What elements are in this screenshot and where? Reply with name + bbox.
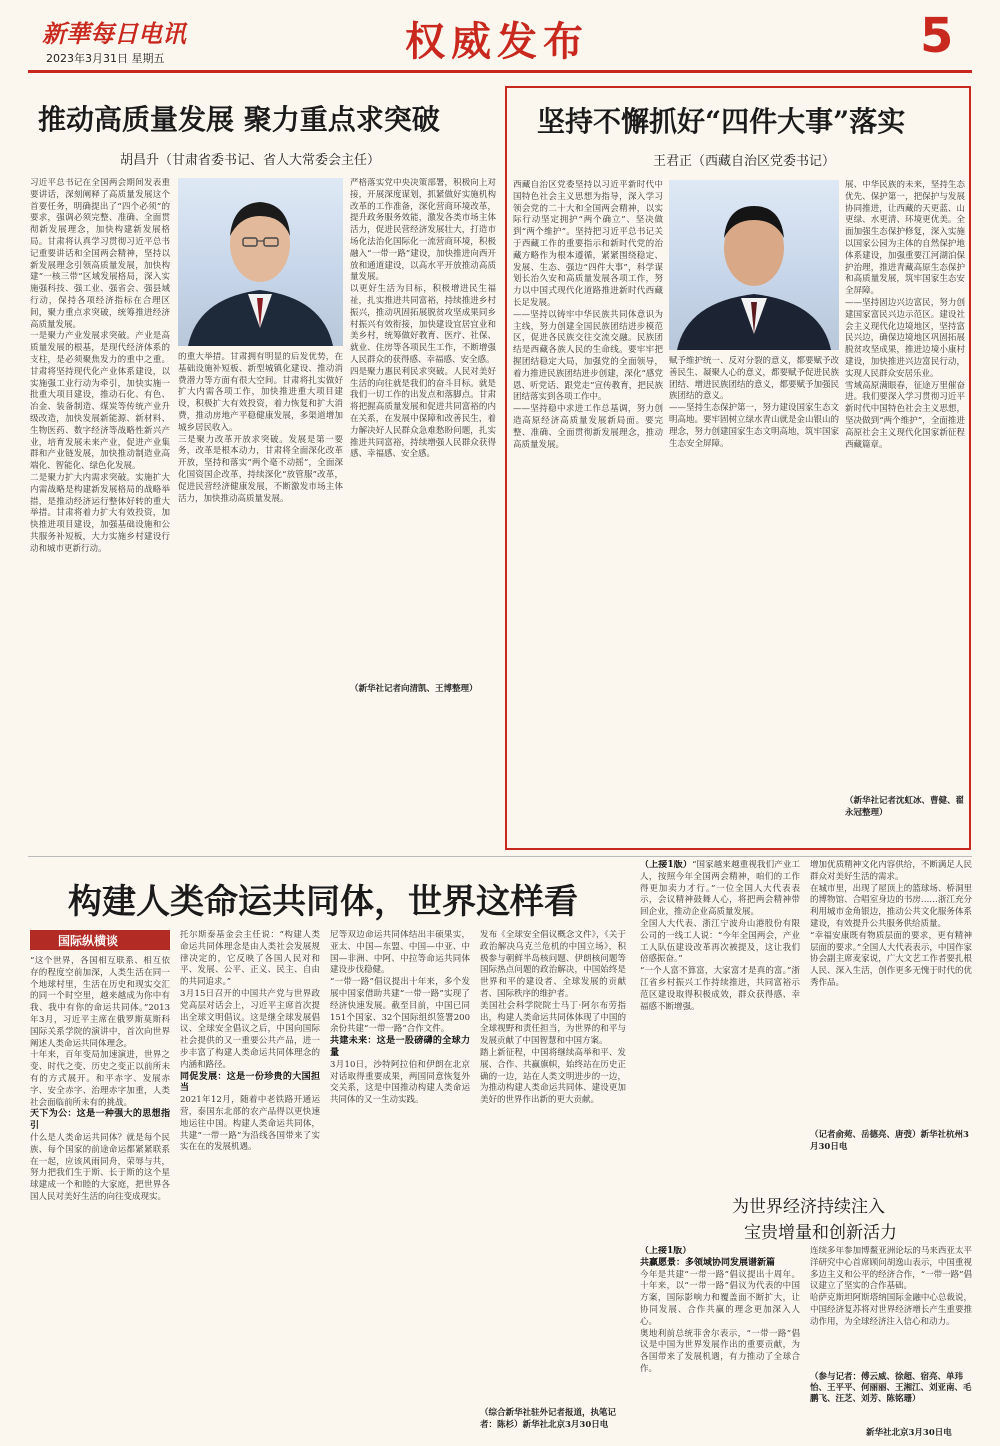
- article-tibet-credit: （新华社记者沈虹冰、曹健、翟永冠整理）: [845, 796, 965, 818]
- article-zhejiang-col1: （上接1版）“国家越来越重视我们产业工人，按照今年全国两会精神，咱们的工作得更加卖力才行。”一位全国人大代表表示，会议精神鼓舞人心，将把两会精神带回企业，推动企业高质量发展。 全国人大代表、浙江宁波舟山港股份有限公司的一线工人说：“今年全国两会，产业工人队伍建设改革再次被提及，这让我们倍感振奋。” “一个人富不算富，大家富才是真的富。”浙江省乡村振兴工作持续推进，共同富裕示范区建设取得积极成效，群众获得感、幸福感不断增强。: [640, 860, 800, 1012]
- section-title: 权威发布: [405, 18, 589, 65]
- article-community-col3: 尼等双边命运共同体结出丰硕果实，亚太、中国—东盟、中国—中亚、中国—非洲、中阿、中拉等命运共同体建设步伐稳健。 “一带一路”倡议提出十年来，多个发展中国家借助共建“一带一路”实现了经济快速发展。截至目前，中国已同151个国家、32个国际组织签署200余份共建“一带一路”合作文件。 共建未来：这是一股磅礴的全球力量 3月10日，沙特阿拉伯和伊朗在北京对话取得重要成果，两国同意恢复外交关系，这是中国推动构建人类命运共同体的又一生动实践。: [330, 930, 470, 1106]
- article-gansu-title: 推动高质量发展 聚力重点求突破: [38, 103, 440, 136]
- column-tag: 国际纵横谈: [58, 934, 119, 948]
- article-tibet-col3: 展、中华民族的未来，坚持生态优先、保护第一，把保护与发展协同推进，让西藏的天更蓝、山更绿、水更清、环境更优美。全面加强生态保护修复，深入实施以国家公园为主体的自然保护地体系建设，加强重要江河湖泊保护治理，推进青藏高原生态保护和高质量发展，筑牢国家生态安全屏障。 ——坚持固边兴边富民，努力创建国家富民兴边示范区。建设社会主义现代化边境地区，坚持富民兴边，确保边境地区巩固拓展脱贫攻坚成果，推进边境小康村建设，加快推进兴边富民行动，实现人民群众安居乐业。 雪域高原满眼春，征途万里催奋进。我们要深入学习贯彻习近平新时代中国特色社会主义思想，坚决做到“两个维护”，全面推进高原社会主义现代化国家新征程西藏篇章。: [845, 180, 965, 450]
- page-number: 5: [920, 8, 954, 64]
- subhead-3: 共建未来：这是一股磅礴的全球力量: [330, 1036, 470, 1058]
- portrait-illustration: [669, 180, 839, 350]
- article-zhejiang-credit: （记者俞菀、岳德亮、唐弢）新华社杭州3月30日电: [810, 1130, 969, 1152]
- article-zhejiang-col2: 增加优质精神文化内容供给，不断满足人民群众对美好生活的需求。 在城市里，出现了屋顶上的篮球场、桥洞里的博物馆、合唱室身边的书房……浙江充分利用城市金角银边，推动公共文化服务体系建设，有效提升公共服务供给质量。 “幸福安康既有物质层面的要求，更有精神层面的要求。”全国人大代表表示，中国作家协会副主席麦家说，广大文艺工作者要扎根人民、深入生活，创作更多无愧于时代的优秀作品。: [810, 860, 972, 988]
- masthead: [0, 0, 1000, 80]
- article-continued-zhejiang: [640, 860, 972, 1180]
- article-gansu-credit: （新华社记者向清凯、王博整理）: [350, 684, 478, 694]
- portrait-illustration: [178, 178, 343, 346]
- article-community-col4: 发布《全球安全倡议概念文件》，《关于政治解决乌克兰危机的中国立场》，积极参与朝鲜半岛核问题、伊朗核问题等国际热点问题的政治解决，中国始终是世界和平的建设者、全球发展的贡献者、国际秩序的维护者。 美国社会科学院院士马丁·阿尔布劳指出，构建人类命运共同体体现了中国的全球视野和责任担当，为世界的和平与发展贡献了中国智慧和中国方案。 踏上新征程，中国将继续高举和平、发展、合作、共赢旗帜，始终站在历史正确的一边，站在人类文明进步的一边，为推动构建人类命运共同体、建设更加美好的世界作出新的更大贡献。: [480, 930, 626, 1106]
- article-world-economy-title-2: 宝贵增量和创新活力: [744, 1223, 897, 1243]
- column-tag-bar: [30, 930, 170, 950]
- article-community-col2: 托尔斯泰基金会主任说：“构建人类命运共同体理念是由人类社会发展规律决定的，它反映了各国人民对和平、发展、公平、正义、民主、自由的共同追求。” 3月15日召开的中国共产党与世界政党高层对话会上，习近平主席首次提出全球文明倡议。这是继全球发展倡议、全球安全倡议之后，中国向国际社会提供的又一重要公共产品，进一步丰富了构建人类命运共同体理念的内涵和路径。 同促发展：这是一份珍贵的大国担当 2021年12月，随着中老铁路开通运营，泰国东北部的农产品得以更快速地运往中国。构建人类命运共同体，共建“一带一路”为沿线各国带来了实实在在的发展机遇。: [180, 930, 320, 1153]
- article-tibet-title: 坚持不懈抓好“四件大事”落实: [537, 105, 906, 138]
- masthead-rule: [28, 70, 972, 73]
- newspaper-logo: 新華每日电讯: [42, 19, 186, 48]
- article-world-economy-dateline: 新华社北京3月30日电: [866, 1428, 952, 1438]
- subhead-1: 天下为公：这是一种强大的思想指引: [30, 1109, 170, 1132]
- article-world-economy: [640, 1188, 972, 1446]
- article-gansu-col3: 严格落实党中央决策部署，积极向上对接，开展深度谋划，抓紧做好实施机构改革的工作准备，深化营商环境改革，提升政务服务效能，激发各类市场主体活力，促进民营经济发展壮大，打造市场化法治化国际化一流营商环境，积极融入“一带一路”建设，加快推进向西开放和通道建设，以高水平开放推动高质量发展。 以更好生活为目标，积极增进民生福祉，扎实推进共同富裕，持续推进乡村振兴，推动巩固拓展脱贫攻坚成果同乡村振兴有效衔接，加快建设宜居宜业和美乡村，统筹做好教育、医疗、社保、就业、住房等各项民生工作，不断增强人民群众的获得感、幸福感、安全感。 四是聚力惠民利民求突破。人民对美好生活的向往就是我们的奋斗目标。就是我们一切工作的出发点和落脚点。甘肃将把握高质量发展和促进共同富裕的内在关系，在发展中保障和改善民生，着力解决好人民群众急难愁盼问题，扎实推进共同富裕，持续增强人民群众获得感、幸福感、安全感。: [350, 178, 496, 460]
- article-tibet-author: 王君正（西藏自治区党委书记）: [653, 154, 836, 169]
- section-divider: [28, 856, 972, 857]
- portrait-wang-junzheng: [669, 180, 839, 350]
- article-gansu-col1: 习近平总书记在全国两会期间发表重要讲话，深刻阐释了高质量发展这个首要任务，明确提出了“四个必须”的要求，强调必须完整、准确、全面贯彻新发展理念，加快构建新发展格局。甘肃将认真学习贯彻习近平总书记重要讲话和全国两会精神，坚持以新发展理念引领高质量发展，加快构建“一核三带”区域发展格局，深入实施强科技、强工业、强省会、强县域行动，保持各项经济指标在合理区间，聚力重点求突破，统筹推进经济高质量发展。 一是聚力产业发展求突破。产业是高质量发展的根基，是现代经济体系的支柱，是必须聚焦发力的重中之重。甘肃将坚持现代化产业体系建设，以实施强工业行动为牵引，加快实施一批重大项目建设，推动石化、有色、冶金、装备制造、煤炭等传统产业升级改造，加快发展新能源、新材料、生物医药、数字经济等战略性新兴产业，培育发展未来产业，促进产业集群和产业链发展，加快推动制造业高端化、智能化、绿色化发展。 二是聚力扩大内需求突破。实施扩大内需战略是构建新发展格局的战略举措，是推动经济运行整体好转的重大举措。甘肃将着力扩大有效投资，加快推进项目建设，加强基础设施和公共服务补短板，大力实施乡村建设行动和城市更新行动。: [30, 178, 170, 554]
- article-world-economy-col2: 连续多年参加博鳌亚洲论坛的马来西亚太平洋研究中心首席顾问胡逸山表示，中国重视多边主义和公平的经济合作，“一带一路”倡议建立了坚实的合作基础。 哈萨克斯坦阿斯塔纳国际金融中心总裁说，中国经济复苏将对世界经济增长产生重要推动作用，为全球经济注入信心和动力。: [810, 1246, 972, 1327]
- article-community: [28, 860, 628, 1446]
- article-community-title: 构建人类命运共同体，世界这样看: [68, 882, 578, 922]
- article-world-economy-credit: （参与记者：傅云威、徐超、宿亮、单玮怡、王平平、何丽丽、王湘江、刘亚南、毛鹏飞、汪芝、刘芳、陈铭珊）: [810, 1372, 972, 1404]
- article-community-credit: （综合新华社驻外记者报道，执笔记者：陈杉）新华社北京3月30日电: [480, 1408, 617, 1430]
- article-world-economy-title-1: 为世界经济持续注入: [732, 1197, 885, 1217]
- article-tibet-box: [505, 86, 971, 850]
- subhead-2: 同促发展：这是一份珍贵的大国担当: [180, 1071, 320, 1094]
- article-tibet-col2: 赋予维护统一、反对分裂的意义，都要赋予改善民生、凝聚人心的意义，都要赋予促进民族团结、增进民族团结的意义，都要赋予加强民族团结的意义。 ——坚持生态保护第一，努力建设国家生态文明高地。要牢固树立绿水青山就是金山银山的理念，努力创建国家生态文明高地，筑牢国家生态安全屏障。: [669, 356, 839, 449]
- article-community-col1: “这个世界，各国相互联系、相互依存的程度空前加深，人类生活在同一个地球村里，生活在历史和现实交汇的同一个时空里，越来越成为你中有我、我中有你的命运共同体。”2013年3月，习近平主席在俄罗斯莫斯科国际关系学院的演讲中，首次向世界阐述人类命运共同体理念。 十年来，百年变局加速演进，世界之变、时代之变、历史之变正以前所未有的方式展开。和平赤字、发展赤字、安全赤字、治理赤字加重，人类社会面临前所未有的挑战。 天下为公：这是一种强大的思想指引 什么是人类命运共同体？就是每个民族、每个国家的前途命运都紧紧联系在一起，应该风雨同舟，荣辱与共，努力把我们生于斯、长于斯的这个星球建成一个和睦的大家庭，把世界各国人民对美好生活的向往变成现实。: [30, 956, 170, 1202]
- portrait-hu-changsheng: [178, 178, 343, 346]
- subhead-winwin: 共赢愿景：多领域协同发展谱新篇: [640, 1257, 776, 1268]
- article-tibet-col1: 西藏自治区党委坚持以习近平新时代中国特色社会主义思想为指导，深入学习领会党的二十大和全国两会精神，以实际行动坚定拥护“两个确立”、坚决做到“两个维护”。坚持把习近平总书记关于西藏工作的重要指示和新时代党的治藏方略作为根本遵循，紧紧围绕稳定、发展、生态、强边“四件大事”，科学谋划长治久安和高质量发展各项工作，努力以中国式现代化道路推进新时代西藏长足发展。 ——坚持以铸牢中华民族共同体意识为主线，努力创建全国民族团结进步模范区，促进各民族交往交流交融。民族团结是西藏各族人民的生命线。要牢牢把握团结稳定大局，加强党的全面领导，着力推进民族团结进步创建，深化“感党恩、听党话、跟党走”宣传教育，把民族团结落实到各项工作中。 ——坚持稳中求进工作总基调，努力创造高原经济高质量发展新局面。要完整、准确、全面贯彻新发展理念，推动高质量发展。: [513, 180, 663, 450]
- issue-date: 2023年3月31日 星期五: [46, 52, 165, 65]
- article-gansu-author: 胡昌升（甘肃省委书记、省人大常委会主任）: [120, 153, 381, 168]
- article-gansu-col2: 的重大举措。甘肃拥有明显的后发优势，在基础设施补短板、新型城镇化建设、推动消费潜力等方面有很大空间。甘肃将扎实做好扩大内需各项工作，加快推进重大项目建设，积极扩大有效投资，着力恢复和扩大消费，推动房地产平稳健康发展，多渠道增加城乡居民收入。 三是聚力改革开放求突破。发展是第一要务，改革是根本动力，甘肃将全面深化改革开放，坚持和落实“两个毫不动摇”，全面深化国资国企改革，持续深化“放管服”改革，促进民营经济健康发展，不断激发市场主体活力，加快推动高质量发展。: [178, 352, 343, 504]
- article-world-economy-col1: （上接1版） 共赢愿景：多领域协同发展谱新篇 今年是共建“一带一路”倡议提出十周年。十年来，以“一带一路”倡议为代表的中国方案，国际影响力和覆盖面不断扩大，让协同发展、合作共赢的理念更加深入人心。 奥地利前总统菲舍尔表示，“一带一路”倡议是中国为世界发展作出的重要贡献，为各国带来了发展机遇，有力推动了全球合作。: [640, 1246, 800, 1374]
- article-gansu: [28, 82, 498, 852]
